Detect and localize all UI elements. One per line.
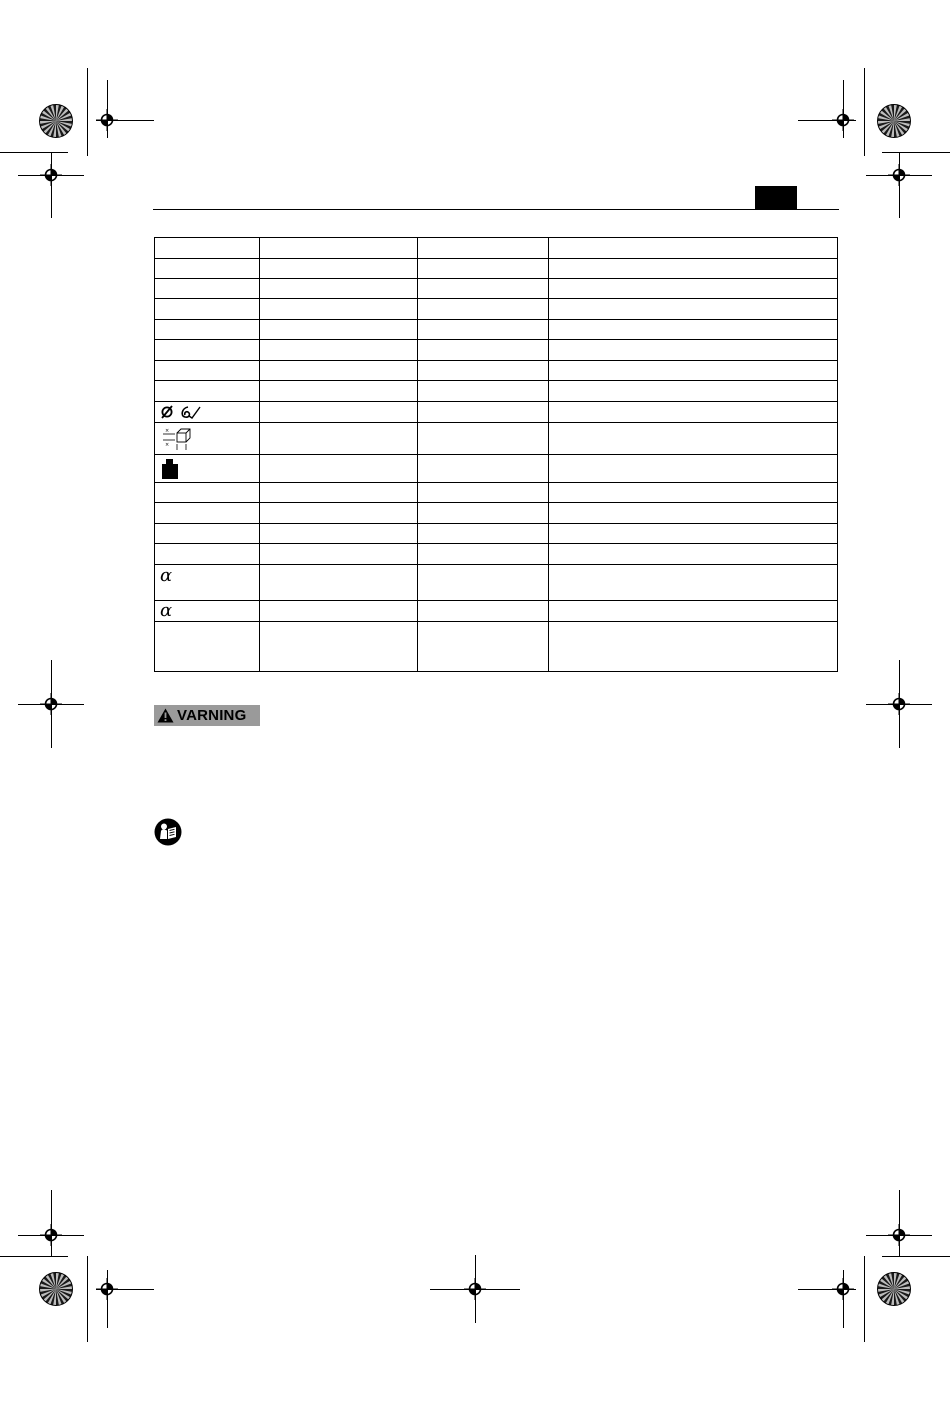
- table-row: [155, 299, 838, 320]
- color-starburst-mark: [877, 104, 911, 138]
- table-row: [155, 320, 838, 340]
- alpha-symbol: α: [160, 600, 173, 621]
- table-row: [155, 402, 838, 423]
- table-row: [155, 601, 838, 622]
- warning-text: VARNING: [177, 707, 247, 724]
- table-row: [155, 565, 838, 601]
- table-row: [155, 524, 838, 544]
- color-starburst-mark: [877, 1272, 911, 1306]
- table-row: [155, 340, 838, 361]
- dimensions-icon: [160, 426, 194, 452]
- color-starburst-mark: [39, 1272, 73, 1306]
- table-row: [155, 381, 838, 402]
- table-row: [155, 279, 838, 299]
- svg-text:×: ×: [165, 427, 170, 434]
- header-rule: [153, 209, 839, 210]
- language-tab: [755, 186, 797, 209]
- warning-label: [154, 705, 260, 726]
- diameter-and-feed-icon: [160, 404, 204, 420]
- table-row: [155, 483, 838, 503]
- read-manual-icon: [154, 818, 182, 846]
- svg-text:×: ×: [165, 441, 170, 448]
- warning-triangle-icon: [157, 708, 174, 723]
- table-row: [155, 423, 838, 455]
- technical-data-table: [154, 237, 838, 672]
- weight-icon: [160, 458, 180, 480]
- table-row: [155, 455, 838, 483]
- table-row: [155, 503, 838, 524]
- alpha-symbol: α: [160, 565, 173, 586]
- table-row: [155, 622, 838, 672]
- table-row: [155, 238, 838, 259]
- color-starburst-mark: [39, 104, 73, 138]
- table-row: [155, 544, 838, 565]
- table-row: [155, 361, 838, 381]
- table-row: [155, 259, 838, 279]
